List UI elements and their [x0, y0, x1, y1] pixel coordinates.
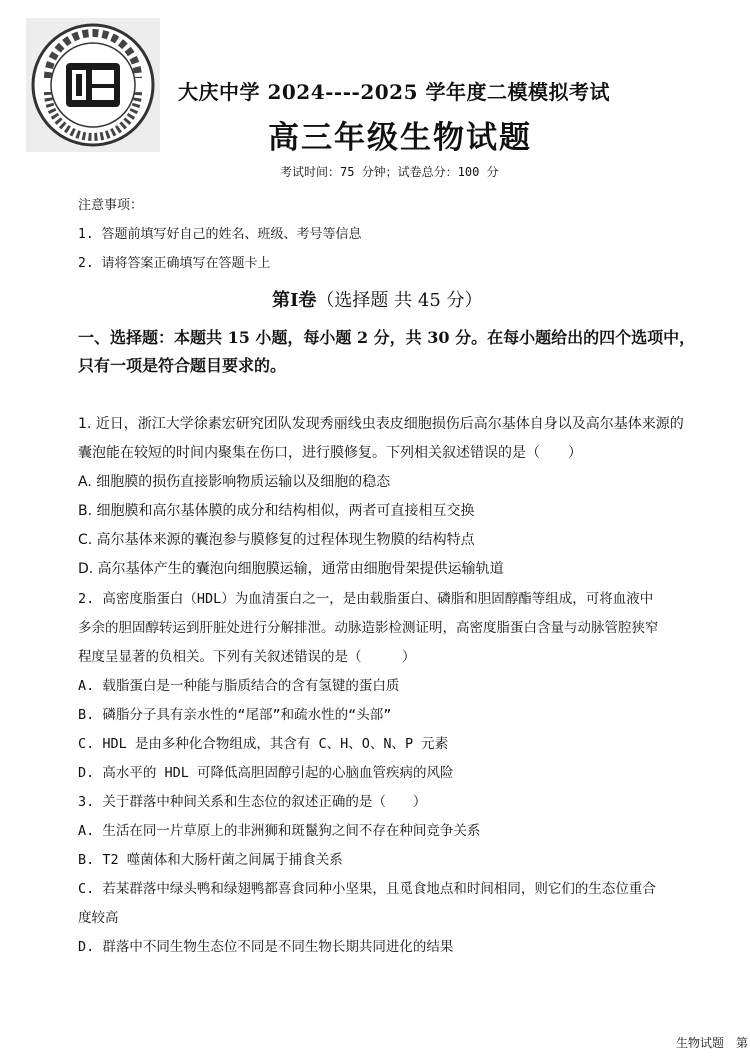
section-intro: 一、选择题：本题共 15 小题，每小题 2 分，共 30 分。在每小题给出的四个选项中，: [78, 328, 696, 347]
section-heading-rest: （选择题 共 45 分）: [316, 290, 483, 311]
question-2-option-d: D. 高水平的 HDL 可降低高胆固醇引起的心脑血管疾病的风险: [78, 765, 454, 781]
section-heading-main: 第I卷: [272, 290, 317, 311]
school-exam-title: 大庆中学 2024----2025 学年度二模模拟考试: [178, 80, 610, 104]
notes-item: 2. 请将答案正确填写在答题卡上: [78, 256, 271, 271]
school-logo: [26, 18, 160, 152]
question-1-option-d: D. 高尔基体产生的囊泡向细胞膜运输，通常由细胞骨架提供运输轨道: [78, 561, 504, 577]
question-3-option-b: B. T2 噬菌体和大肠杆菌之间属于捕食关系: [78, 852, 343, 868]
question-1-option-a: A. 细胞膜的损伤直接影响物质运输以及细胞的稳态: [78, 474, 391, 490]
page-footer: 生物试题 第: [676, 1036, 749, 1050]
question-2-text: 程度呈显著的负相关。下列有关叙述错误的是（ ）: [78, 649, 416, 665]
question-3-option-c: C. 若某群落中绿头鸭和绿翅鸭都喜食同种小坚果，且觅食地点和时间相同，则它们的生态位重合: [78, 881, 656, 897]
question-2-option-a: A. 载脂蛋白是一种能与脂质结合的含有氢键的蛋白质: [78, 678, 400, 694]
question-1-option-c: C. 高尔基体来源的囊泡参与膜修复的过程体现生物膜的结构特点: [78, 532, 475, 548]
question-2-text: 2. 高密度脂蛋白（HDL）为血清蛋白之一，是由载脂蛋白、磷脂和胆固醇酯等组成，可将血液中: [78, 591, 654, 607]
question-2-option-b: B. 磷脂分子具有亲水性的“尾部”和疏水性的“头部”: [78, 707, 392, 723]
question-3-option-c-cont: 度较高: [78, 910, 119, 926]
question-3-option-a: A. 生活在同一片草原上的非洲狮和斑鬣狗之间不存在种间竞争关系: [78, 823, 481, 839]
question-1-text: 1. 近日，浙江大学徐素宏研究团队发现秀丽线虫表皮细胞损伤后高尔基体自身以及高尔基体来源的: [78, 416, 684, 432]
question-3-option-d: D. 群落中不同生物生态位不同是不同生物长期共同进化的结果: [78, 939, 454, 955]
exam-info: 考试时间：75 分钟；试卷总分：100 分: [280, 165, 499, 179]
question-2-option-c: C. HDL 是由多种化合物组成，其含有 C、H、O、N、P 元素: [78, 736, 449, 752]
section-intro: 只有一项是符合题目要求的。: [78, 356, 287, 375]
section-heading: [272, 286, 483, 312]
page-title: 高三年级生物试题: [268, 120, 532, 156]
question-3-text: 3. 关于群落中种间关系和生态位的叙述正确的是（ ）: [78, 794, 427, 810]
question-1-text: 囊泡能在较短的时间内聚集在伤口，进行膜修复。下列相关叙述错误的是（ ）: [78, 445, 582, 461]
notes-title: 注意事项：: [78, 198, 144, 213]
notes-item: 1. 答题前填写好自己的姓名、班级、考号等信息: [78, 227, 362, 242]
question-2-text: 多余的胆固醇转运到肝脏处进行分解排泄。动脉造影检测证明，高密度脂蛋白含量与动脉管腔狭窄: [78, 620, 659, 636]
question-1-option-b: B. 细胞膜和高尔基体膜的成分和结构相似，两者可直接相互交换: [78, 503, 475, 519]
